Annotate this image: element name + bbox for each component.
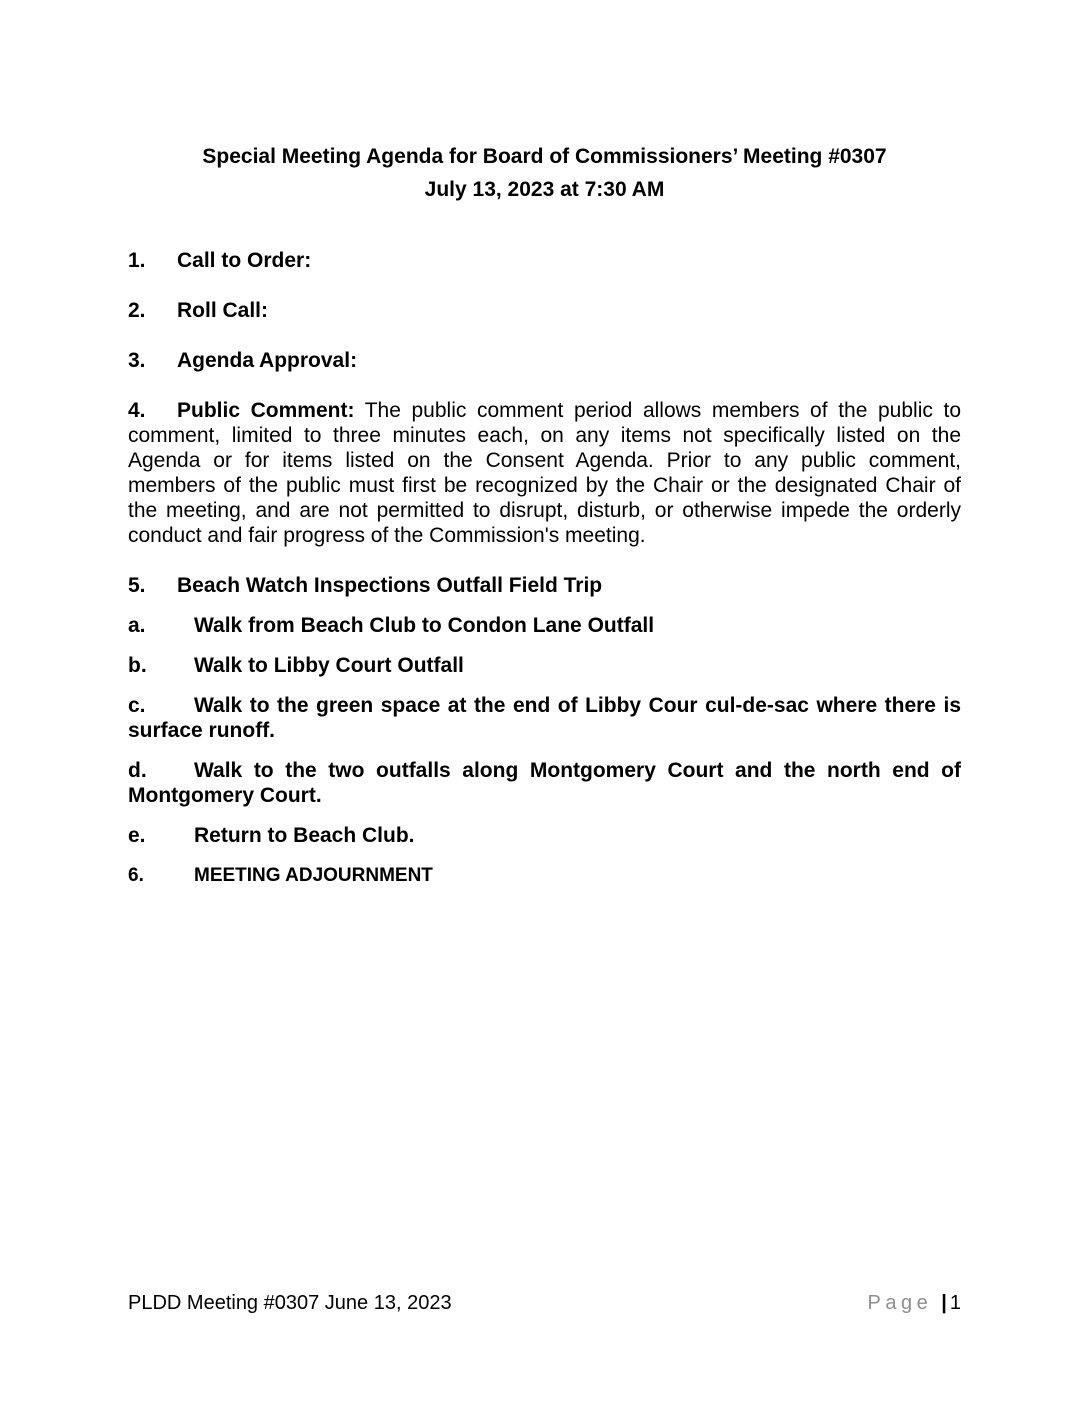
page-footer [128,1292,961,1315]
footer-document-ref: PLDD Meeting #0307 June 13, 2023 [128,1292,452,1314]
item-label: MEETING ADJOURNMENT [194,865,433,886]
agenda-item-2 [128,298,961,323]
item-marker: 6. [128,865,144,886]
item-label: Roll Call: [177,299,269,322]
title-line-1: Special Meeting Agenda for Board of Commissioners’ Meeting #0307 [202,145,887,168]
item-text: The public comment period allows members of the public to comment, limited to three minutes each, on any items not specifically listed on the Agenda or for items listed on the Consent Agenda. Prior to any public comment, members of the public must first be recognized by the Chair or the designated Chair of the meeting, and are not permitted to disrupt, disturb, or otherwise impede the orderly conduct and fair progress of the Commission's meeting. [128,399,961,547]
item-label: Walk to the green space at the end of Libby Cour cul-de-sac where there is surface runoff. [128,694,961,742]
item-label: Walk from Beach Club to Condon Lane Outfall [194,614,655,637]
item-label: Walk to Libby Court Outfall [194,654,464,677]
item-marker: b. [128,654,147,677]
agenda-item-6 [128,863,961,888]
document-header [128,140,961,206]
agenda-item-3 [128,348,961,373]
page-separator: | [941,1292,947,1314]
item-marker: 2. [128,299,146,322]
item-label: Call to Order: [177,249,312,272]
item-marker: 5. [128,574,146,597]
item-marker: 4. [128,399,146,422]
item-marker: 3. [128,349,146,372]
item-marker: 1. [128,249,146,272]
item-label: Public Comment: [177,399,355,422]
item-marker: c. [128,694,146,717]
agenda-item-5a [128,613,961,638]
page-indicator [868,1292,961,1315]
agenda-item-1 [128,248,961,273]
item-marker: d. [128,759,147,782]
page-label: Page [867,1292,933,1314]
agenda-item-5c [128,693,961,743]
item-label: Walk to the two outfalls along Montgomery Court and the north end of Montgomery Court. [128,759,961,807]
agenda-item-5e [128,823,961,848]
item-label: Agenda Approval: [177,349,358,372]
item-label: Beach Watch Inspections Outfall Field Trip [177,574,603,597]
agenda-item-5 [128,573,961,598]
title-line-2: July 13, 2023 at 7:30 AM [424,178,665,201]
agenda-item-5d [128,758,961,808]
document-content [128,140,961,913]
page-number: 1 [949,1292,961,1314]
item-marker: a. [128,614,146,637]
agenda-item-5b [128,653,961,678]
item-marker: e. [128,824,146,847]
agenda-item-4 [128,398,961,548]
item-label: Return to Beach Club. [194,824,415,847]
